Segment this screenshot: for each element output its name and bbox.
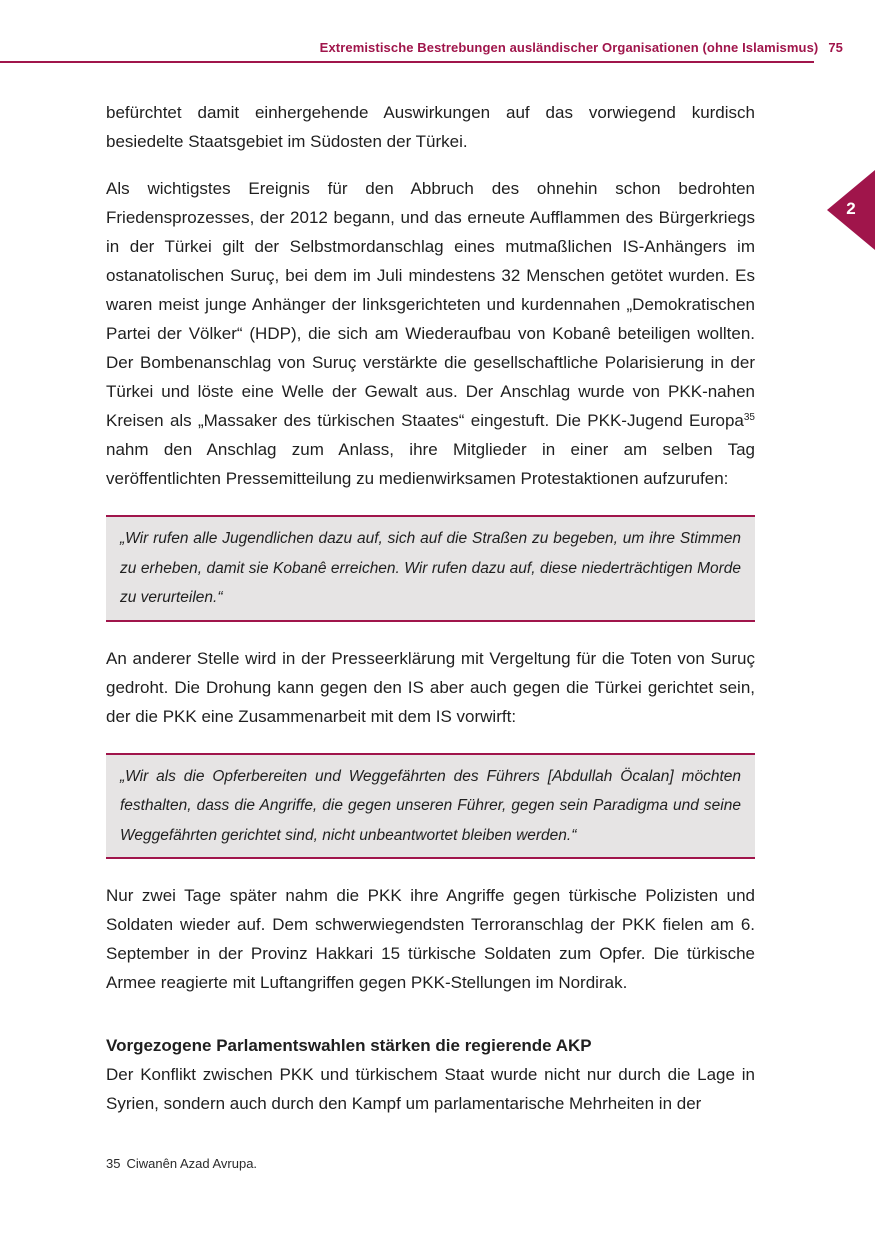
footnote-text: Ciwanên Azad Avrupa.: [126, 1156, 258, 1171]
paragraph-2-text-b: nahm den Anschlag zum Anlass, ihre Mitglieder in einer am selben Tag veröffentlichten Pressemitteilung zu medienwirksamen Protestaktionen aufzurufen:: [106, 440, 755, 488]
blockquote-2: „Wir als die Opferbereiten und Weggefährten des Führers [Abdullah Öcalan] möchten festhalten, dass die Angriffe, die gegen unseren Führer, gegen sein Paradigma und seine Weggefährten gerichtet sind, nicht unbeantwortet bleiben werden.“: [106, 753, 755, 860]
header-rule: [0, 61, 814, 63]
paragraph-4: Nur zwei Tage später nahm die PKK ihre Angriffe gegen türkische Polizisten und Soldaten wieder auf. Dem schwerwiegendsten Terroranschlag der PKK fielen am 6. September in der Provinz Hakkari 15 türkische Soldaten zum Opfer. Die türkische Armee reagierte mit Luftangriffen gegen PKK-Stellungen im Nordirak.: [106, 886, 755, 992]
footnote-number: 35: [106, 1156, 121, 1171]
paragraph-2-text-a: Als wichtigstes Ereignis für den Abbruch des ohnehin schon bedrohten Friedensprozesses, der 2012 begann, und das erneute Aufflammen des Bürgerkriegs in der Türkei gilt der Selbstmordanschlag eines mutmaßlichen IS-Anhängers im ostanatolischen Suruç, bei dem im Juli mindestens 32 Menschen getötet wurden. Es waren meist junge Anhänger der linksgerichteten und kurdennahen „Demokratischen Partei der Völker“ (HDP), die sich am Wiederaufbau von Kobanê beteiligen wollten. Der Bombenanschlag von Suruç verstärkte die gesellschaftliche Polarisierung in der Türkei und löste eine Welle der Gewalt aus. Der Anschlag wurde von PKK-nahen Kreisen als „Massaker des türkischen Staates“ eingestuft. Die PKK-Jugend Europa: [106, 179, 755, 430]
page-number: 75: [828, 40, 843, 55]
footnote-reference[interactable]: 35: [743, 412, 755, 423]
running-head: [0, 40, 843, 55]
section-heading: Vorgezogene Parlamentswahlen stärken die regierende AKP: [106, 1036, 592, 1055]
paragraph-2: [106, 174, 755, 493]
footnote: [106, 1156, 257, 1171]
running-head-title: Extremistische Bestrebungen ausländischer Organisationen (ohne Islamismus): [319, 40, 819, 55]
blockquote-1: „Wir rufen alle Jugendlichen dazu auf, sich auf die Straßen zu begeben, um ihre Stimmen zu erheben, damit sie Kobanê erreichen. Wir rufen dazu auf, diese niederträchtigen Morde zu verurteilen.“: [106, 515, 755, 622]
paragraph-3: An anderer Stelle wird in der Presseerklärung mit Vergeltung für die Toten von Suruç gedroht. Die Drohung kann gegen den IS aber auch gegen die Türkei gerichtet sein, der die PKK eine Zusammenarbeit mit dem IS vorwirft:: [106, 648, 755, 726]
main-content: [106, 98, 755, 1132]
paragraph-5: Der Konflikt zwischen PKK und türkischem Staat wurde nicht nur durch die Lage in Syrien, sondern auch durch den Kampf um parlamentarische Mehrheiten in der: [106, 1065, 755, 1113]
chapter-number: 2: [846, 199, 856, 218]
paragraph-1: befürchtet damit einhergehende Auswirkungen auf das vorwiegend kurdisch besiedelte Staatsgebiet im Südosten der Türkei.: [106, 103, 755, 151]
